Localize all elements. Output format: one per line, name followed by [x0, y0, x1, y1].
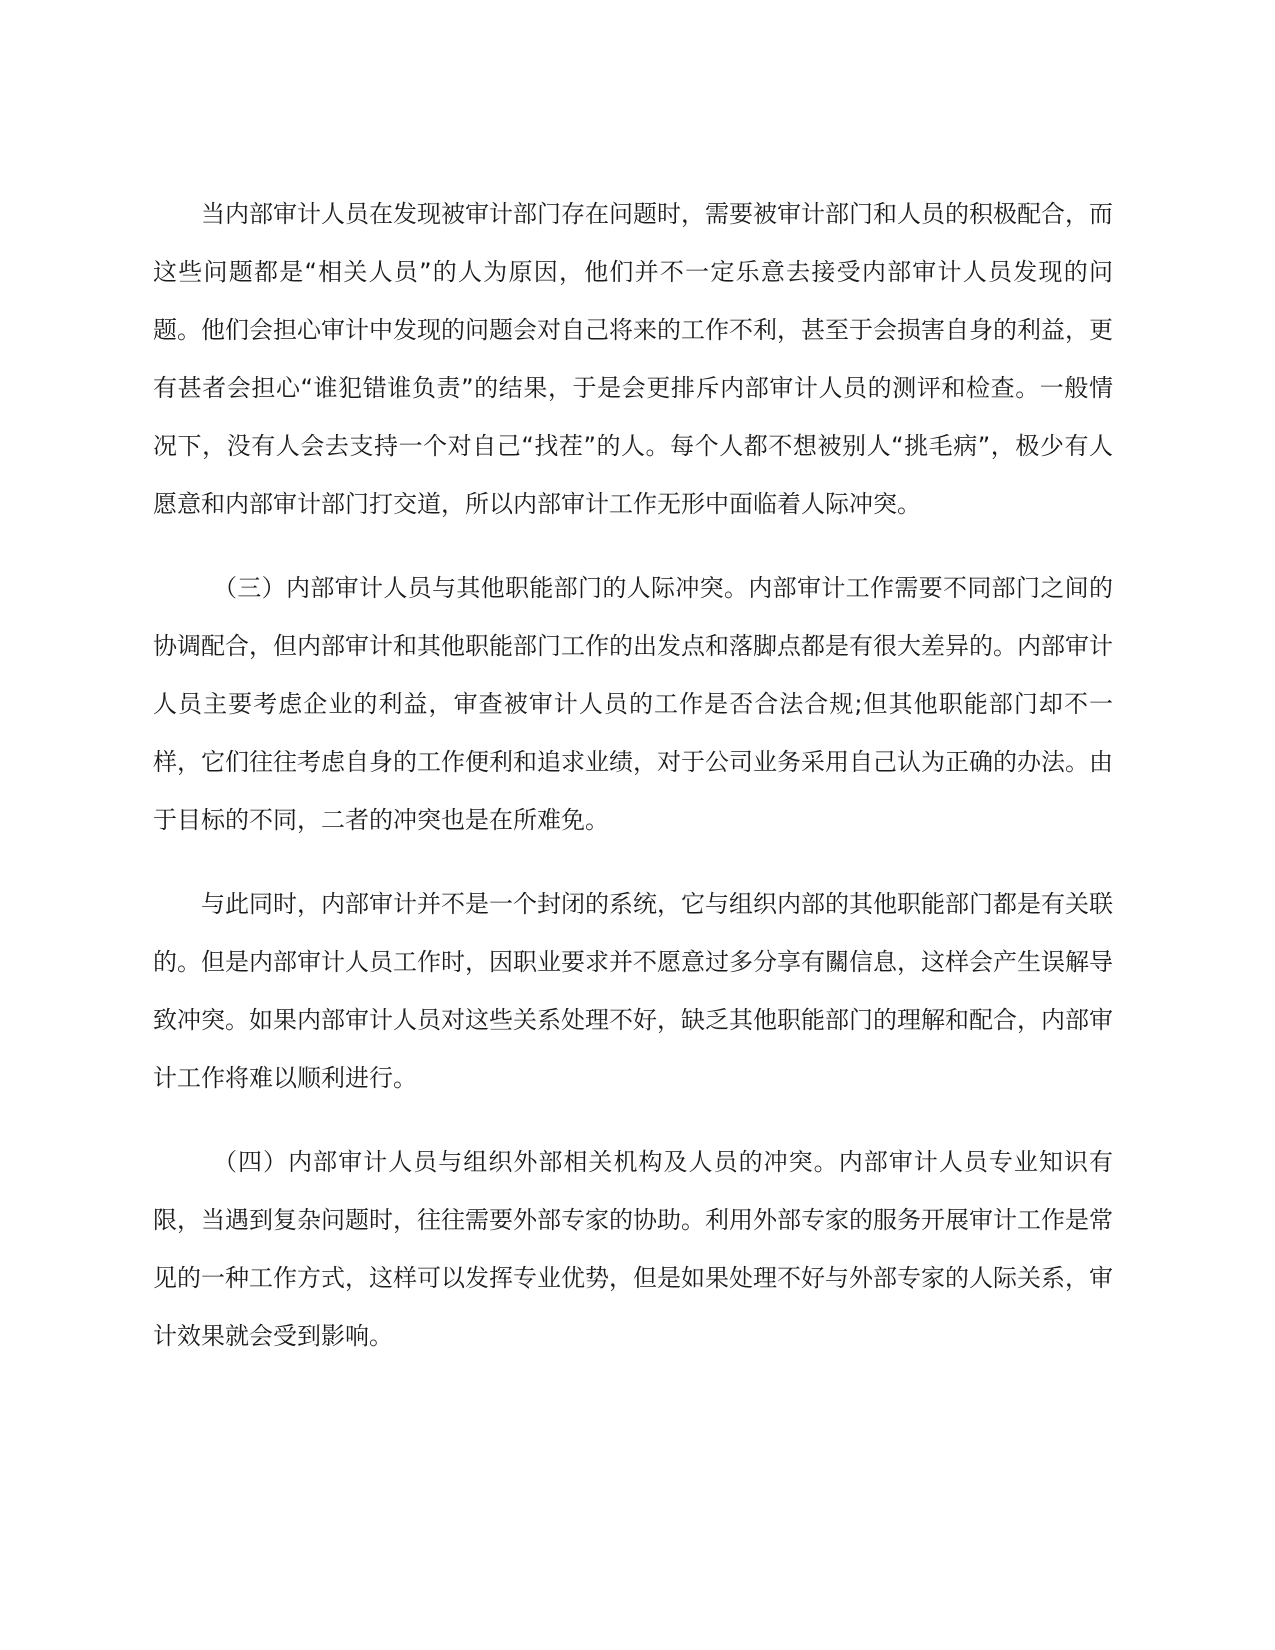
paragraph-interpersonal-problems: 当内部审计人员在发现被审计部门存在问题时，需要被审计部门和人员的积极配合，而这些问题都是“相关人员”的人为原因，他们并不一定乐意去接受内部审计人员发现的问题。他们会担心审计中发现的问题会对自己将来的工作不利，甚至于会损害自身的利益，更有甚者会担心“谁犯错谁负责”的结果，于是会更排斥内部审计人员的测评和检查。一般情况下，没有人会去支持一个对自己“找茬”的人。每个人都不想被别人“挑毛病”，极少有人愿意和内部审计部门打交道，所以内部审计工作无形中面临着人际冲突。	[153, 200, 1113, 518]
paragraph-section-four: （四）内部审计人员与组织外部相关机构及人员的冲突。内部审计人员专业知识有限，当遇到复杂问题时，往往需要外部专家的协助。利用外部专家的服务开展审计工作是常见的一种工作方式，这样可以发挥专业优势，但是如果处理不好与外部专家的人际关系，审计效果就会受到影响。	[153, 1148, 1113, 1350]
paragraph-internal-system: 与此同时，内部审计并不是一个封闭的系统，它与组织内部的其他职能部门都是有关联的。但是内部审计人员工作时，因职业要求并不愿意过多分享有關信息，这样会产生误解导致冲突。如果内部审计人员对这些关系处理不好，缺乏其他职能部门的理解和配合，内部审计工作将难以顺利进行。	[153, 890, 1113, 1092]
document-body	[153, 185, 1113, 1391]
paragraph-section-three: （三）内部审计人员与其他职能部门的人际冲突。内部审计工作需要不同部门之间的协调配合，但内部审计和其他职能部门工作的出发点和落脚点都是有很大差异的。内部审计人员主要考虑企业的利益，审查被审计人员的工作是否合法合规;但其他职能部门却不一样，它们往往考虑自身的工作便利和追求业绩，对于公司业务采用自己认为正确的办法。由于目标的不同，二者的冲突也是在所难免。	[153, 574, 1113, 834]
